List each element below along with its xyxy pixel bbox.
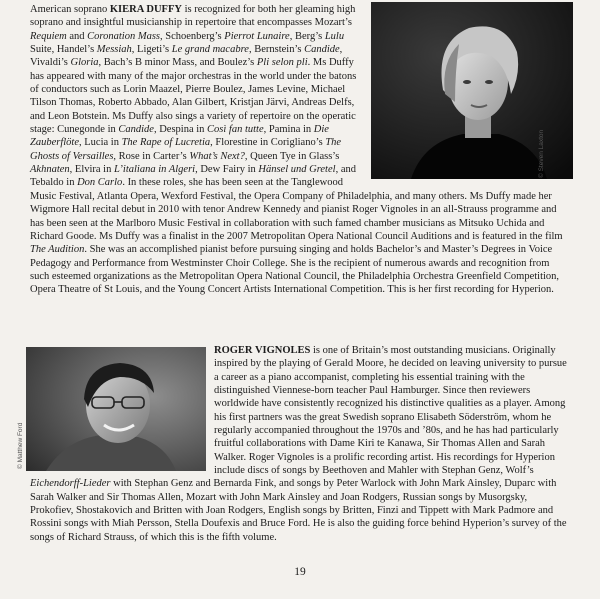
kiera-duffy-photo-frame — [371, 2, 573, 179]
work-title: Le grand macabre — [171, 44, 249, 56]
work-title: Pli selon pli — [256, 57, 308, 69]
work-title: The Rape of Lucretia — [121, 137, 211, 149]
work-title: Candide — [118, 124, 154, 136]
text-run: with Stephan Genz and Bernarda Fink, and songs by Peter Warlock with John Mark Ainsley, Duparc with Sarah Walker and Sir Thomas Allen, Mozart with John Mark Ainsley and Joan Rodgers, Russian songs by Musorgsky, Prokofiev, Shostakovich and Britten with Joan Rodgers, English songs by Britten, Finzi and Tippett with Mark Padmore and Rossini songs with Miah Persson, Stella Doufexis and Bruce Ford. He is also the guiding force behind Hyperion’s survey of the songs of Richard Strauss, of which this is the fifth volume. — [30, 478, 567, 543]
work-title: Coronation Mass — [87, 30, 161, 42]
text-run: , Vivaldi’s — [30, 44, 343, 69]
text-run: and — [66, 30, 88, 42]
work-title: Candide — [304, 44, 340, 56]
text-run: , Rose in Carter’s — [113, 150, 190, 162]
text-run: . In these roles, she has been seen at the Tanglewood Music Festival, Atlanta Opera, Wexford Festival, the Opera Company of Philadelphia, and many others. Ms Duffy made her Wigmore Hall recital debut in 2010 with tenor Andrew Kennedy and pianist Roger Vignoles in an all-Strauss programme and has been seen at the Marlboro Music Festival in collaboration with such famed chamber musicians as Mitsuko Uchida and Richard Goode. Ms Duffy was a finalist in the 2007 Metropolitan Opera National Council Auditions and is featured in the film — [30, 177, 563, 242]
artist-name-kiera-duffy: KIERA DUFFY — [109, 4, 182, 15]
text-run: , Despina in — [153, 124, 208, 136]
text-run: American soprano — [30, 4, 110, 15]
text-run: , Lucia in — [79, 137, 122, 149]
text-run: , Florestine in Corigliano’s — [210, 137, 326, 149]
text-run: , Pamina in — [263, 124, 314, 136]
work-title: Die Zauberflöte — [30, 124, 329, 149]
text-run: , Ligeti’s — [131, 44, 172, 56]
text-run: , Dew Fairy in — [195, 164, 259, 176]
text-run: , and Tebaldo in — [30, 164, 356, 189]
text-run: Suite, Handel’s — [30, 44, 97, 56]
text-run: , Schoenberg’s — [160, 30, 225, 42]
text-run: , Bach’s B minor Mass, and Boulez’s — [98, 57, 257, 69]
roger-vignoles-biography — [17, 344, 570, 544]
work-title: The Audition — [30, 244, 85, 256]
photo-credit-steven-laxton: © Steven Laxton — [537, 129, 545, 178]
page-number: 19 — [294, 566, 306, 578]
work-title: Gloria — [70, 57, 99, 69]
work-title: The Ghosts of Versailles — [30, 137, 342, 162]
text-run: is one of Britain’s most outstanding musicians. Originally inspired by the playing of Gerald Moore, he decided on leaving university to pursue a career as a piano accompanist, completing his essential training with the distinguished Viennese-born teacher Paul Hamburger. Since then reviewers worldwide have consistently recognized his distinctive qualities as a player. Among his first partners was the great Swedish soprano Elisabeth Söderström, whom he regularly accompanied throughout the 1970s and ’80s, and he has had particularly fruitful collaborations with Dame Kiri te Kanawa, Sir Thomas Allen and Sarah Walker. Roger Vignoles is a prolific recording artist. His recordings for Hyperion include discs of songs by Beethoven and Mahler with Stephan Genz, Wolf’s — [214, 345, 567, 477]
kiera-duffy-biography — [30, 3, 570, 297]
work-title: Hänsel und Gretel — [258, 164, 336, 176]
roger-vignoles-photo-frame — [17, 347, 206, 471]
work-title: Eichendorff-Lieder — [30, 478, 111, 490]
work-title: Messiah — [96, 44, 132, 56]
text-run: . She was an accomplished pianist before pursuing singing and holds Bachelor’s and Master’s Degrees in Voice Pedagogy and Performance from Westminster Choir College. She is the recipient of numerous awards and recognition from such esteemed organizations as the Metropolitan Opera National Council, the Philadelphia Orchestra Greenfield Competition, Opera Theatre of St Louis, and the Young Concert Artists International Competition. This is her first recording for Hyperion. — [30, 244, 560, 296]
text-run: is recognized for both her gleaming high soprano and insightful musicianship in repertoire that encompasses Mozart’s — [30, 4, 356, 29]
text-run: , Berg’s — [289, 30, 325, 42]
artist-name-roger-vignoles: ROGER VIGNOLES — [214, 345, 311, 356]
work-title: Akhnaten — [30, 164, 70, 176]
roger-vignoles-photo — [26, 347, 206, 471]
text-run: , Bernstein’s — [248, 44, 305, 56]
work-title: What’s Next? — [189, 150, 245, 162]
photo-credit-matthew-ford: © Matthew Ford — [17, 422, 24, 469]
text-run: , Queen Tye in Glass’s — [244, 150, 340, 162]
work-title: Requiem — [30, 30, 67, 42]
work-title: Pierrot Lunaire — [224, 30, 290, 42]
work-title: Don Carlo — [77, 177, 123, 189]
work-title: Così fan tutte — [207, 124, 264, 136]
text-run: , Elvira in — [69, 164, 114, 176]
work-title: L’italiana in Algeri — [113, 164, 196, 176]
work-title: Lulu — [324, 30, 345, 42]
text-run: . Ms Duffy has appeared with many of the major orchestras in the world under the batons of conductors such as Lorin Maazel, Pierre Boulez, James Levine, Michael Tilson Thomas, Roberto Abbado, Alan Gilbert, Kristjan Järvi, Andreas Delfs, and Leon Botstein. Ms Duffy also sings a variety of repertoire on the operatic stage: Cunegonde in — [30, 57, 357, 136]
